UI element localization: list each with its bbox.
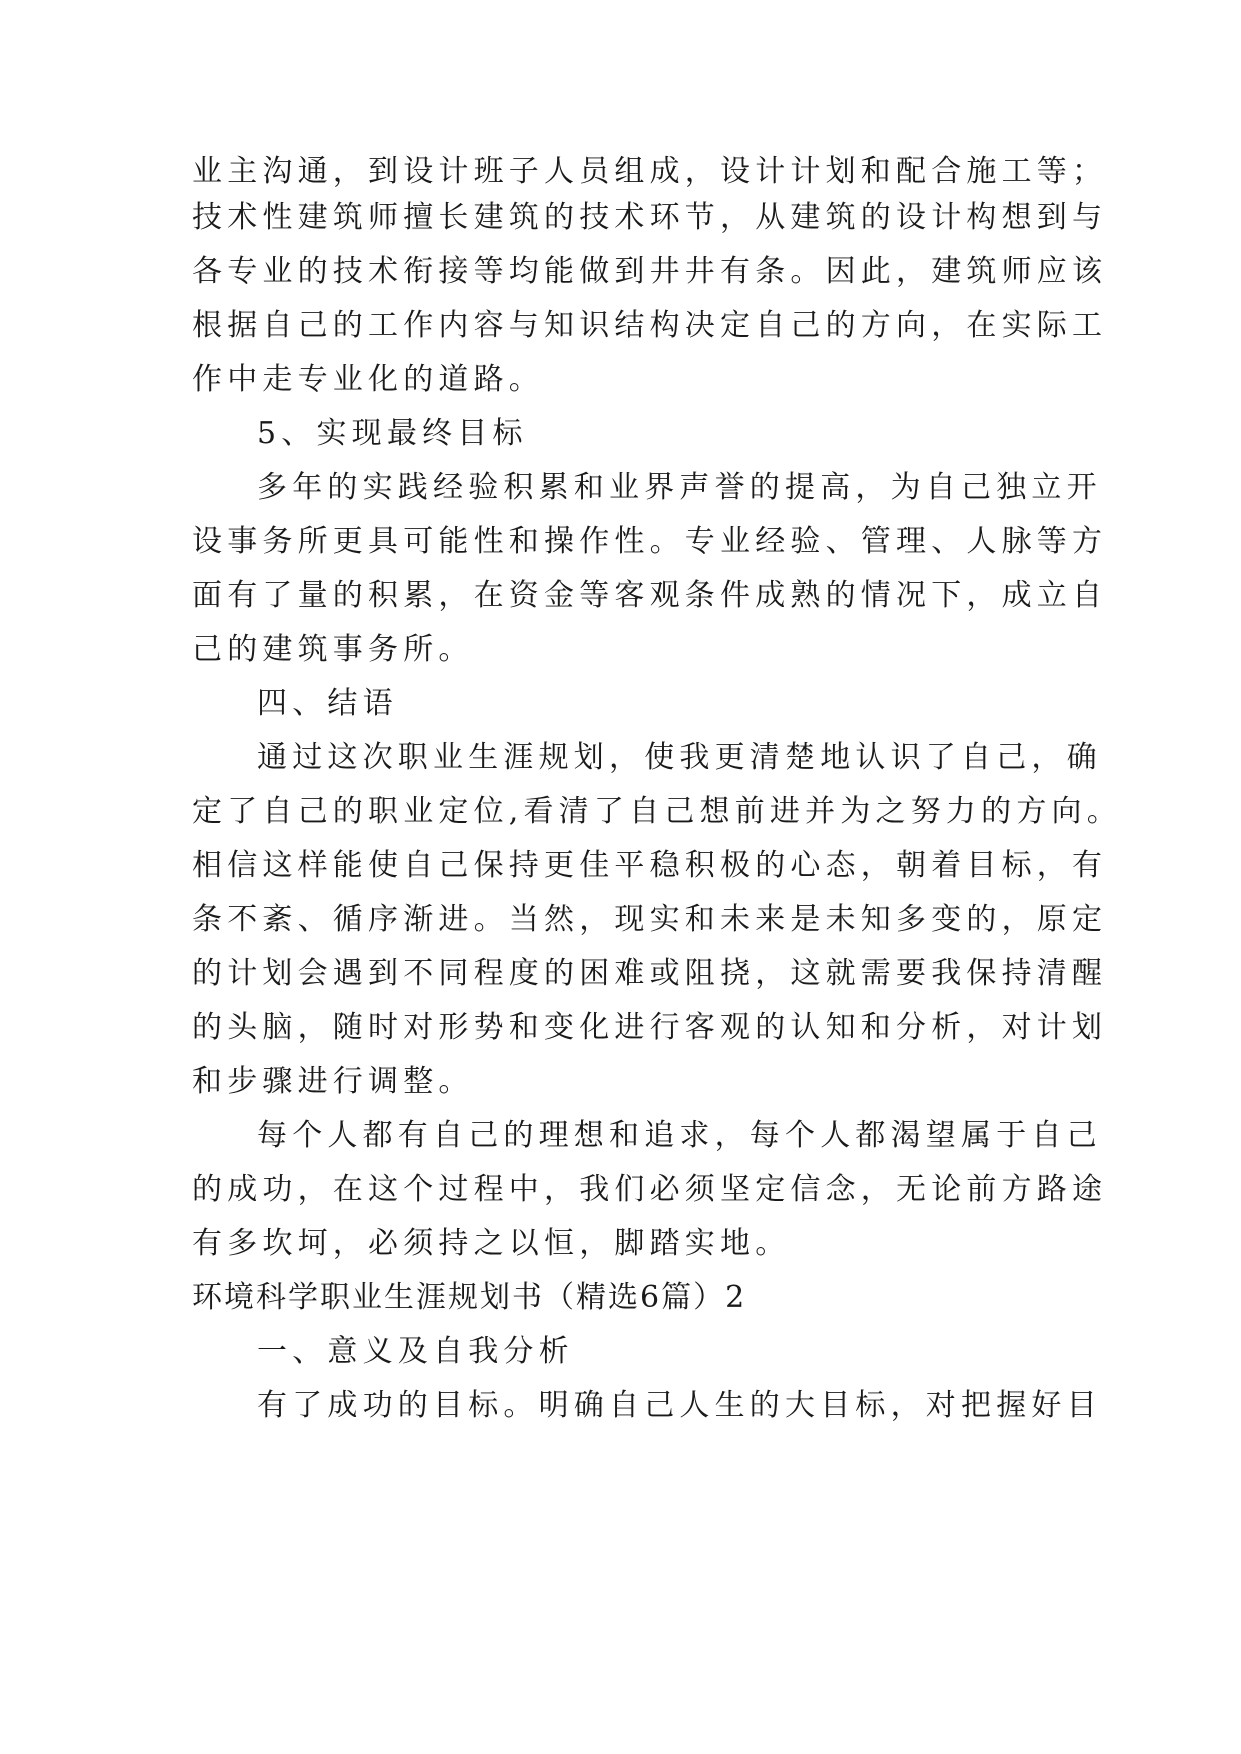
section-heading: 5、实现最终目标 [257, 416, 528, 451]
text-line: 面有了量的积累，在资金等客观条件成熟的情况下，成立自 [192, 578, 1108, 613]
text-line: 的头脑，随时对形势和变化进行客观的认知和分析，对计划 [192, 1010, 1108, 1045]
section-heading: 四、结语 [257, 686, 398, 721]
paragraph-start: 每个人都有自己的理想和追求，每个人都渴望属于自己 [257, 1118, 1102, 1153]
text-line: 的计划会遇到不同程度的困难或阻挠，这就需要我保持清醒 [192, 956, 1108, 991]
text-line: 设事务所更具可能性和操作性。专业经验、管理、人脉等方 [192, 524, 1108, 559]
text-line: 的成功，在这个过程中，我们必须坚定信念，无论前方路途 [192, 1172, 1108, 1207]
text-line: 各专业的技术衔接等均能做到井井有条。因此，建筑师应该 [192, 254, 1108, 289]
text-line: 根据自己的工作内容与知识结构决定自己的方向，在实际工 [192, 308, 1108, 343]
paragraph-start: 通过这次职业生涯规划，使我更清楚地认识了自己，确 [257, 740, 1102, 775]
paragraph-start: 有了成功的目标。明确自己人生的大目标，对把握好目 [257, 1388, 1102, 1423]
text-line: 技术性建筑师擅长建筑的技术环节，从建筑的设计构想到与 [192, 200, 1108, 235]
text-line: 作中走专业化的道路。 [192, 362, 544, 397]
text-line: 己的建筑事务所。 [192, 632, 474, 667]
text-line: 相信这样能使自己保持更佳平稳积极的心态，朝着目标，有 [192, 848, 1108, 883]
text-line: 条不紊、循序渐进。当然，现实和未来是未知多变的，原定 [192, 902, 1108, 937]
section-heading: 一、意义及自我分析 [257, 1334, 574, 1369]
paragraph-start: 多年的实践经验积累和业界声誉的提高，为自己独立开 [257, 470, 1102, 505]
text-line: 和步骤进行调整。 [192, 1064, 474, 1099]
article-title: 环境科学职业生涯规划书（精选6篇）2 [192, 1280, 747, 1315]
text-line: 有多坎坷，必须持之以恒，脚踏实地。 [192, 1226, 791, 1261]
text-line: 业主沟通，到设计班子人员组成，设计计划和配合施工等； [192, 154, 1108, 189]
text-line: 定了自己的职业定位,看清了自己想前进并为之努力的方向。 [192, 794, 1122, 829]
